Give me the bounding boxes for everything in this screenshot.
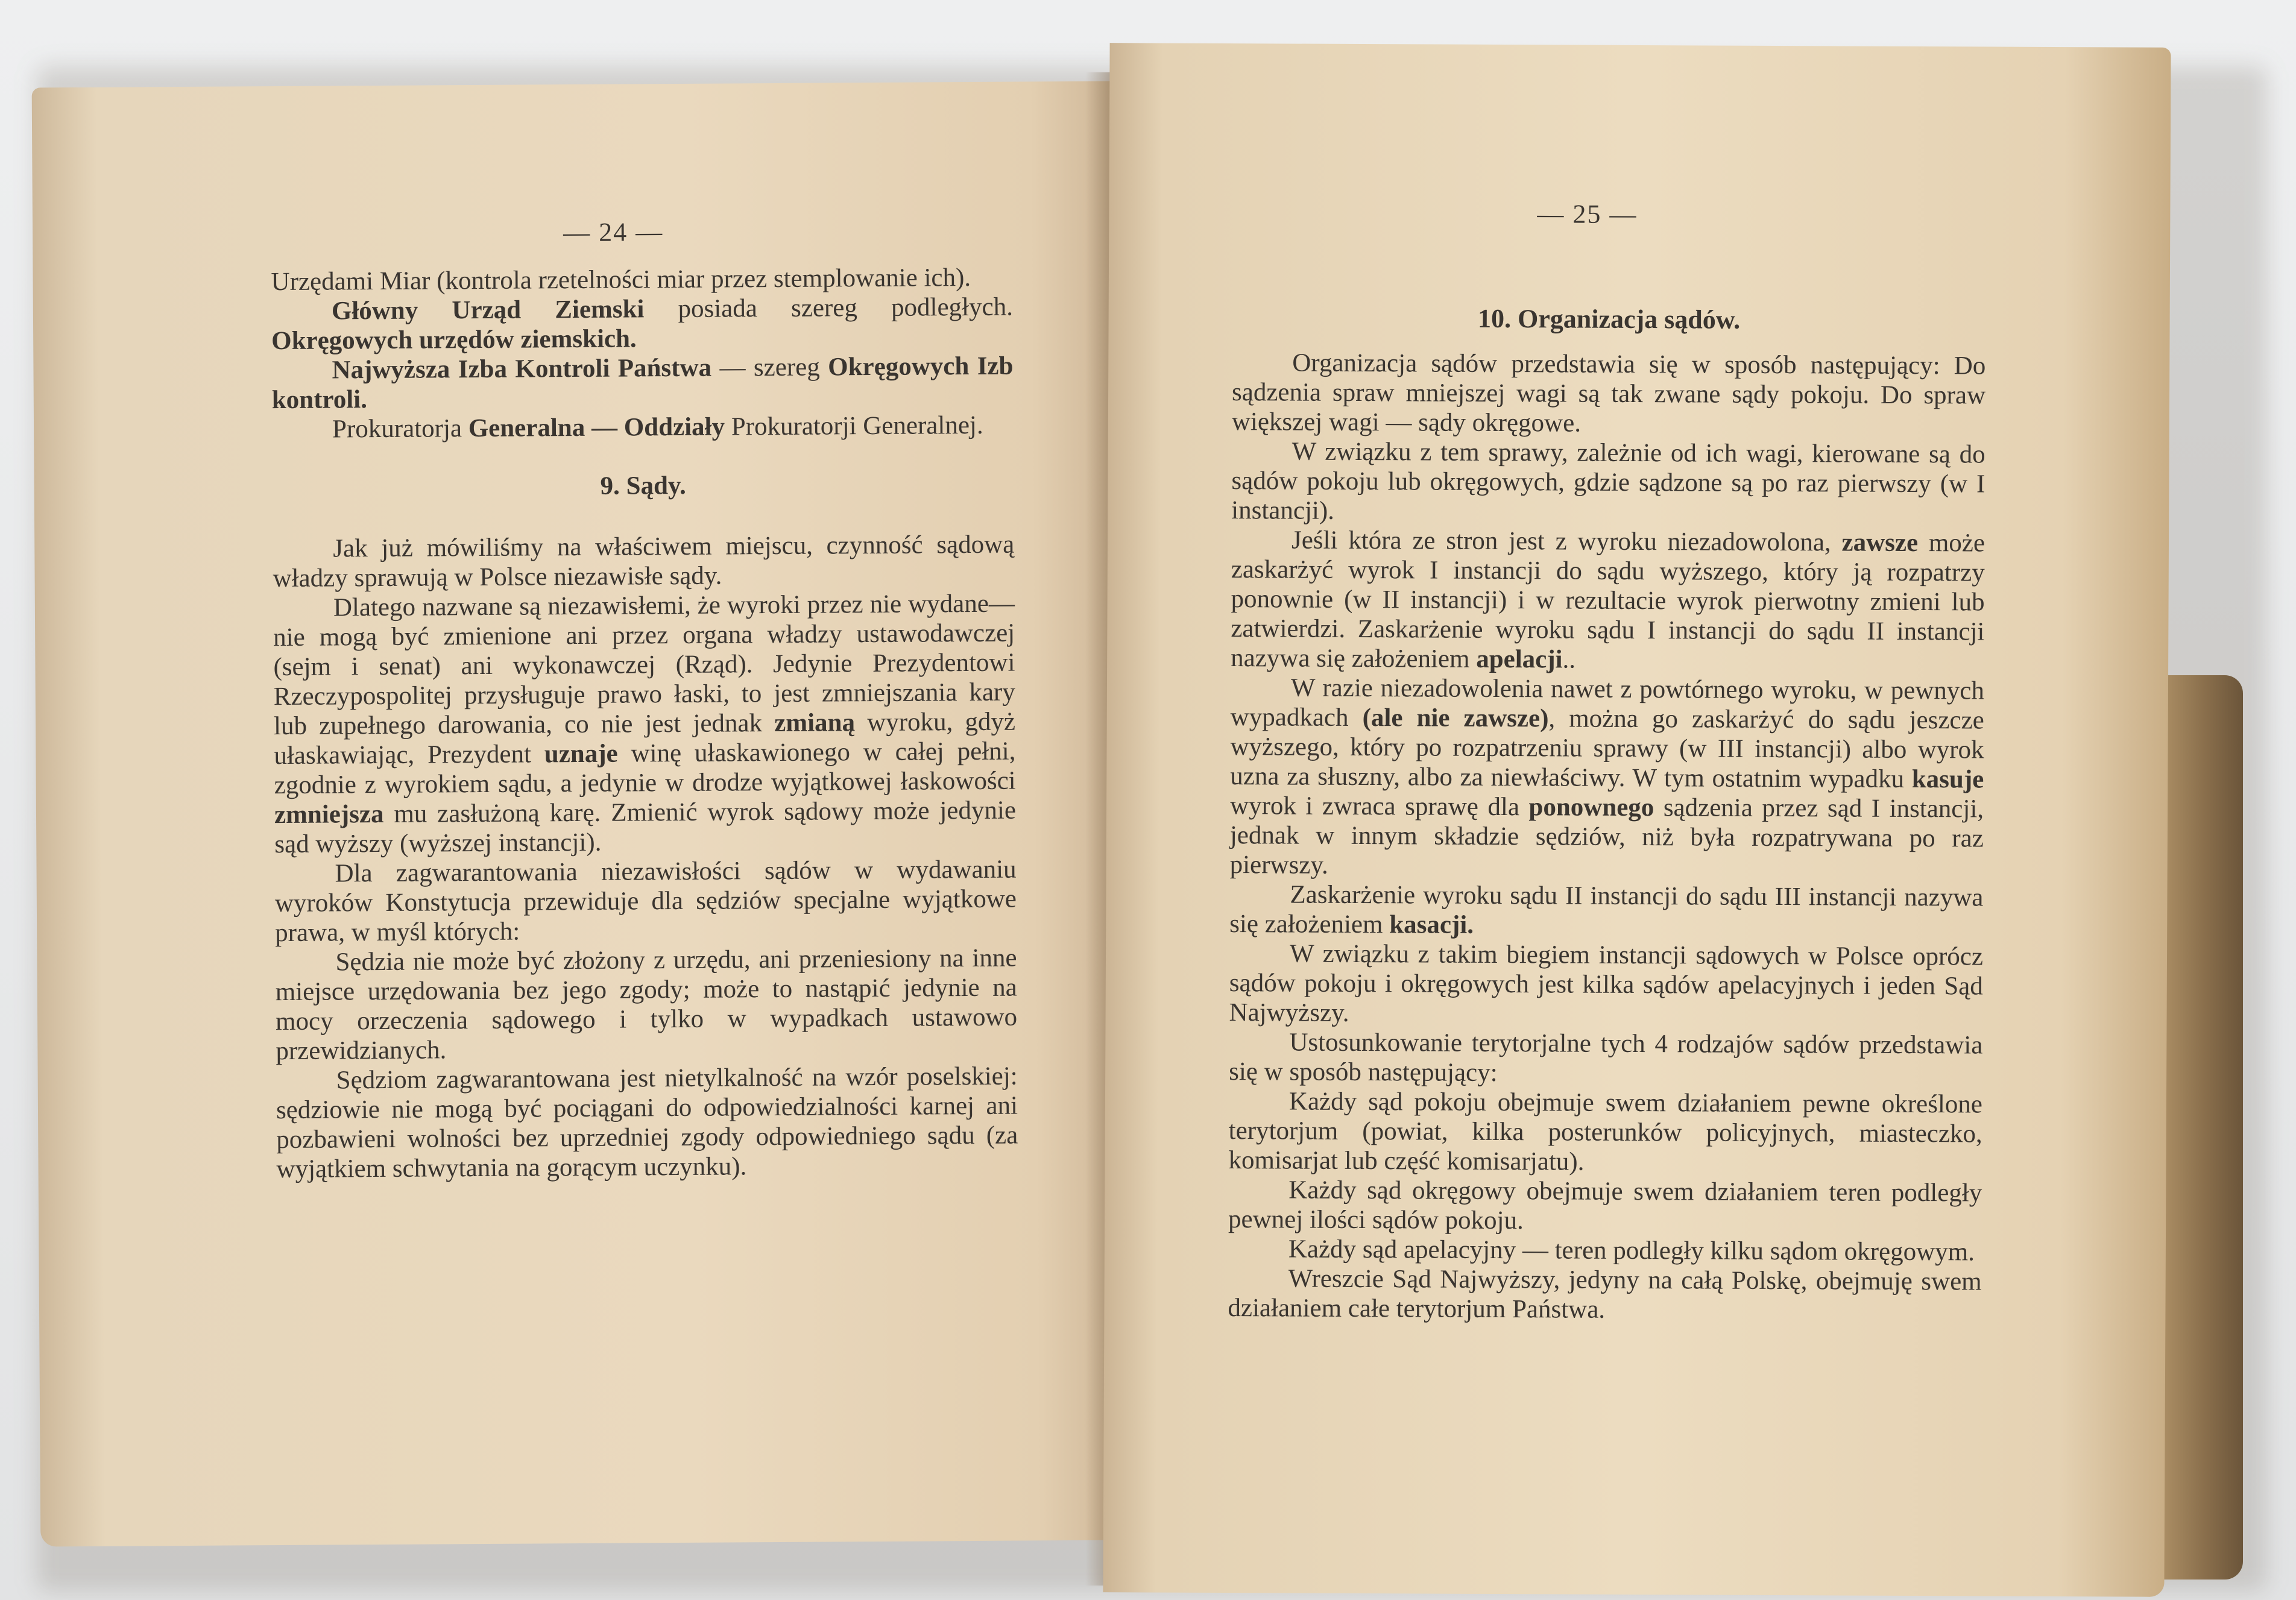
bold-text: zawsze [1841, 528, 1919, 558]
text-run: Urzędami Miar (kontrola rzetelności miar przez stemplowanie ich). [271, 263, 971, 297]
paragraph [273, 589, 1017, 860]
paragraph: Organizacja sądów przedstawia się w sposób następujący: Do sądzenia spraw mniejszej wagi są tak zwane sądy pokoju. Do spraw większej wagi — sądy okręgowe. [1231, 348, 1986, 438]
paragraph: Każdy sąd okręgowy obejmuje swem działaniem teren podległy pewnej ilości sądów pokoju. [1228, 1176, 1982, 1235]
left-page [32, 81, 1126, 1547]
paragraph [271, 292, 1014, 356]
paragraph [271, 351, 1014, 415]
paragraph: Każdy sąd apelacyjny — teren podległy kilku sądom okręgowym. [1288, 1235, 1975, 1267]
bold-text: uznaje [544, 739, 618, 769]
paragraph [1229, 880, 1983, 942]
text-run: winę ułaskawionego w całej pełni, zgodnie z wyrokiem sądu, a jedynie w drodze wyjątkowej łaskowości [274, 737, 1016, 800]
right-page-number: — 25 — [1537, 199, 1638, 229]
paragraph: Sędziom zagwarantowana jest nietylkalność na wzór poselskiej: sędziowie nie mogą być pociągani do odpowiedzialności karnej ani pozbawieni wolności bez uprzedniej zgody odpowiedniego sądu (za wyjątkiem schwytania na gorącym uczynku). [276, 1062, 1018, 1184]
bold-text: Okręgowych urzędów ziemskich. [271, 324, 637, 356]
paragraph: W związku z tem sprawy, zależnie od ich wagi, kierowane są do sądów pokoju lub okręgowych, gdzie sądzone są po raz pierwszy (w I instancji). [1231, 437, 1985, 525]
section-heading: 10. Organizacja sądów. [1477, 303, 1741, 335]
text-run: mu zasłużoną karę. Zmienić wyrok sądowy może jedynie sąd wyższy (wyższej instancji). [274, 796, 1017, 859]
text-run: Prokuratorja [332, 414, 462, 444]
bold-text: Główny Urząd Ziemski [331, 295, 645, 326]
bold-text: apelacji [1476, 644, 1563, 674]
bold-text: zmniejsza [274, 799, 384, 830]
paragraph [271, 263, 1012, 297]
paragraph [272, 411, 1014, 445]
bold-text: kasuje [1911, 764, 1984, 794]
text-run: Zaskarżenie wyroku sądu II instancji do sądu III instancji nazywa się założeniem [1229, 880, 1984, 939]
section-heading: 9. Sądy. [600, 471, 686, 500]
text-run: — szereg [711, 353, 828, 382]
paragraph: Każdy sąd pokoju obejmuje swem działaniem pewne określone terytorjum (powiat, kilka posterunków policyjnych, miasteczko, komisarjat lub część komisarjatu). [1228, 1087, 1983, 1176]
right-page-text [1228, 297, 1985, 1326]
text-run: Dlatego nazwane są niezawisłemi, że wyroki przez nie wydane—nie mogą być zmienione ani przez organa władzy ustawodawczej (sejm i senat) ani wykonawczej (Rząd). Jedynie Prezydentowi Rzeczypospolitej przysługuje prawo łaski, to jest zmniejszania kary lub zupełnego darowania, co nie jest jednak [273, 589, 1015, 741]
bold-text: (ale nie zawsze) [1362, 704, 1549, 733]
text-run: posiada szereg podległych. [644, 292, 1014, 324]
paragraph: Wreszcie Sąd Najwyższy, jedyny na całą Polskę, obejmuję swem działaniem całe terytorjum Państwa. [1228, 1264, 1982, 1324]
bold-text: ponownego [1528, 793, 1654, 822]
left-page-number: — 24 — [563, 217, 664, 248]
text-run: może zaskarżyć wyrok I instancji do sądu wyższego, który ją rozpatrzy ponownie (w II instancji) i w rezultacie wyrok pierwotny zmieni lub zatwierdzi. Zaskarżenie wyroku sądu I instancji do sądu II instancji nazywa się założeniem [1231, 529, 1985, 673]
bold-text: Generalna — Oddziały [461, 412, 725, 443]
text-run: , można go zaskarżyć do sądu jeszcze wyższego, który po rozpatrzeniu sprawy (w III instancji) albo wyrok uzna za słuszny, albo za niewłaściwy. W tym ostatnim wypadku [1230, 704, 1984, 793]
bold-text: Okręgowych Izb kontroli. [271, 351, 1014, 415]
paragraph: Ustosunkowanie terytorjalne tych 4 rodzajów sądów przedstawia się w sposób następujący: [1229, 1028, 1983, 1087]
text-run: Jeśli która ze stron jest z wyroku niezadowolona, [1291, 526, 1842, 557]
paragraph [1230, 673, 1984, 883]
paragraph: Dla zagwarantowania niezawisłości sądów w wydawaniu wyroków Konstytucja przewiduje dla sędziów specjalne wyjątkowe prawa, w myśl których: [274, 855, 1017, 948]
paragraph [1231, 525, 1985, 676]
bold-text: Najwyższa Izba Kontroli Państwa [332, 353, 712, 385]
bold-text: kasacji. [1389, 910, 1474, 939]
left-page-text [271, 263, 1018, 1184]
text-run: Prokuratorji Generalnej. [724, 411, 983, 441]
text-run: wyrok i zwraca sprawę dla [1229, 792, 1529, 822]
text-run: sądzenia przez sąd I instancji, jednak w innym składzie sędziów, niż była rozpatrywana po raz pierwszy. [1229, 793, 1984, 880]
paragraph: W związku z takim biegiem instancji sądowych w Polsce oprócz sądów pokoju i okręgowych jest kilka sądów apelacyjnych i jeden Sąd Najwyższy. [1229, 939, 1984, 1027]
bold-text: zmianą [774, 708, 856, 738]
right-page [1103, 43, 2171, 1597]
paragraph: Jak już mówiliśmy na właściwem miejscu, czynność sądową władzy sprawują w Polsce niezawisłe sądy. [273, 530, 1015, 593]
text-run: wyroku, gdyż ułaskawiając, Prezydent [274, 707, 1016, 770]
text-run: .. [1562, 645, 1576, 674]
text-run: W razie niezadowolenia nawet z powtórnego wyroku, w pewnych wypadkach [1230, 673, 1985, 732]
paragraph: Sędzia nie może być złożony z urzędu, ani przeniesiony na inne miejsce urzędowania bez jego zgody; może to nastąpić jedynie na mocy orzeczenia sądowego i tylko w wypadkach ustawowo przewidzianych. [275, 943, 1018, 1066]
